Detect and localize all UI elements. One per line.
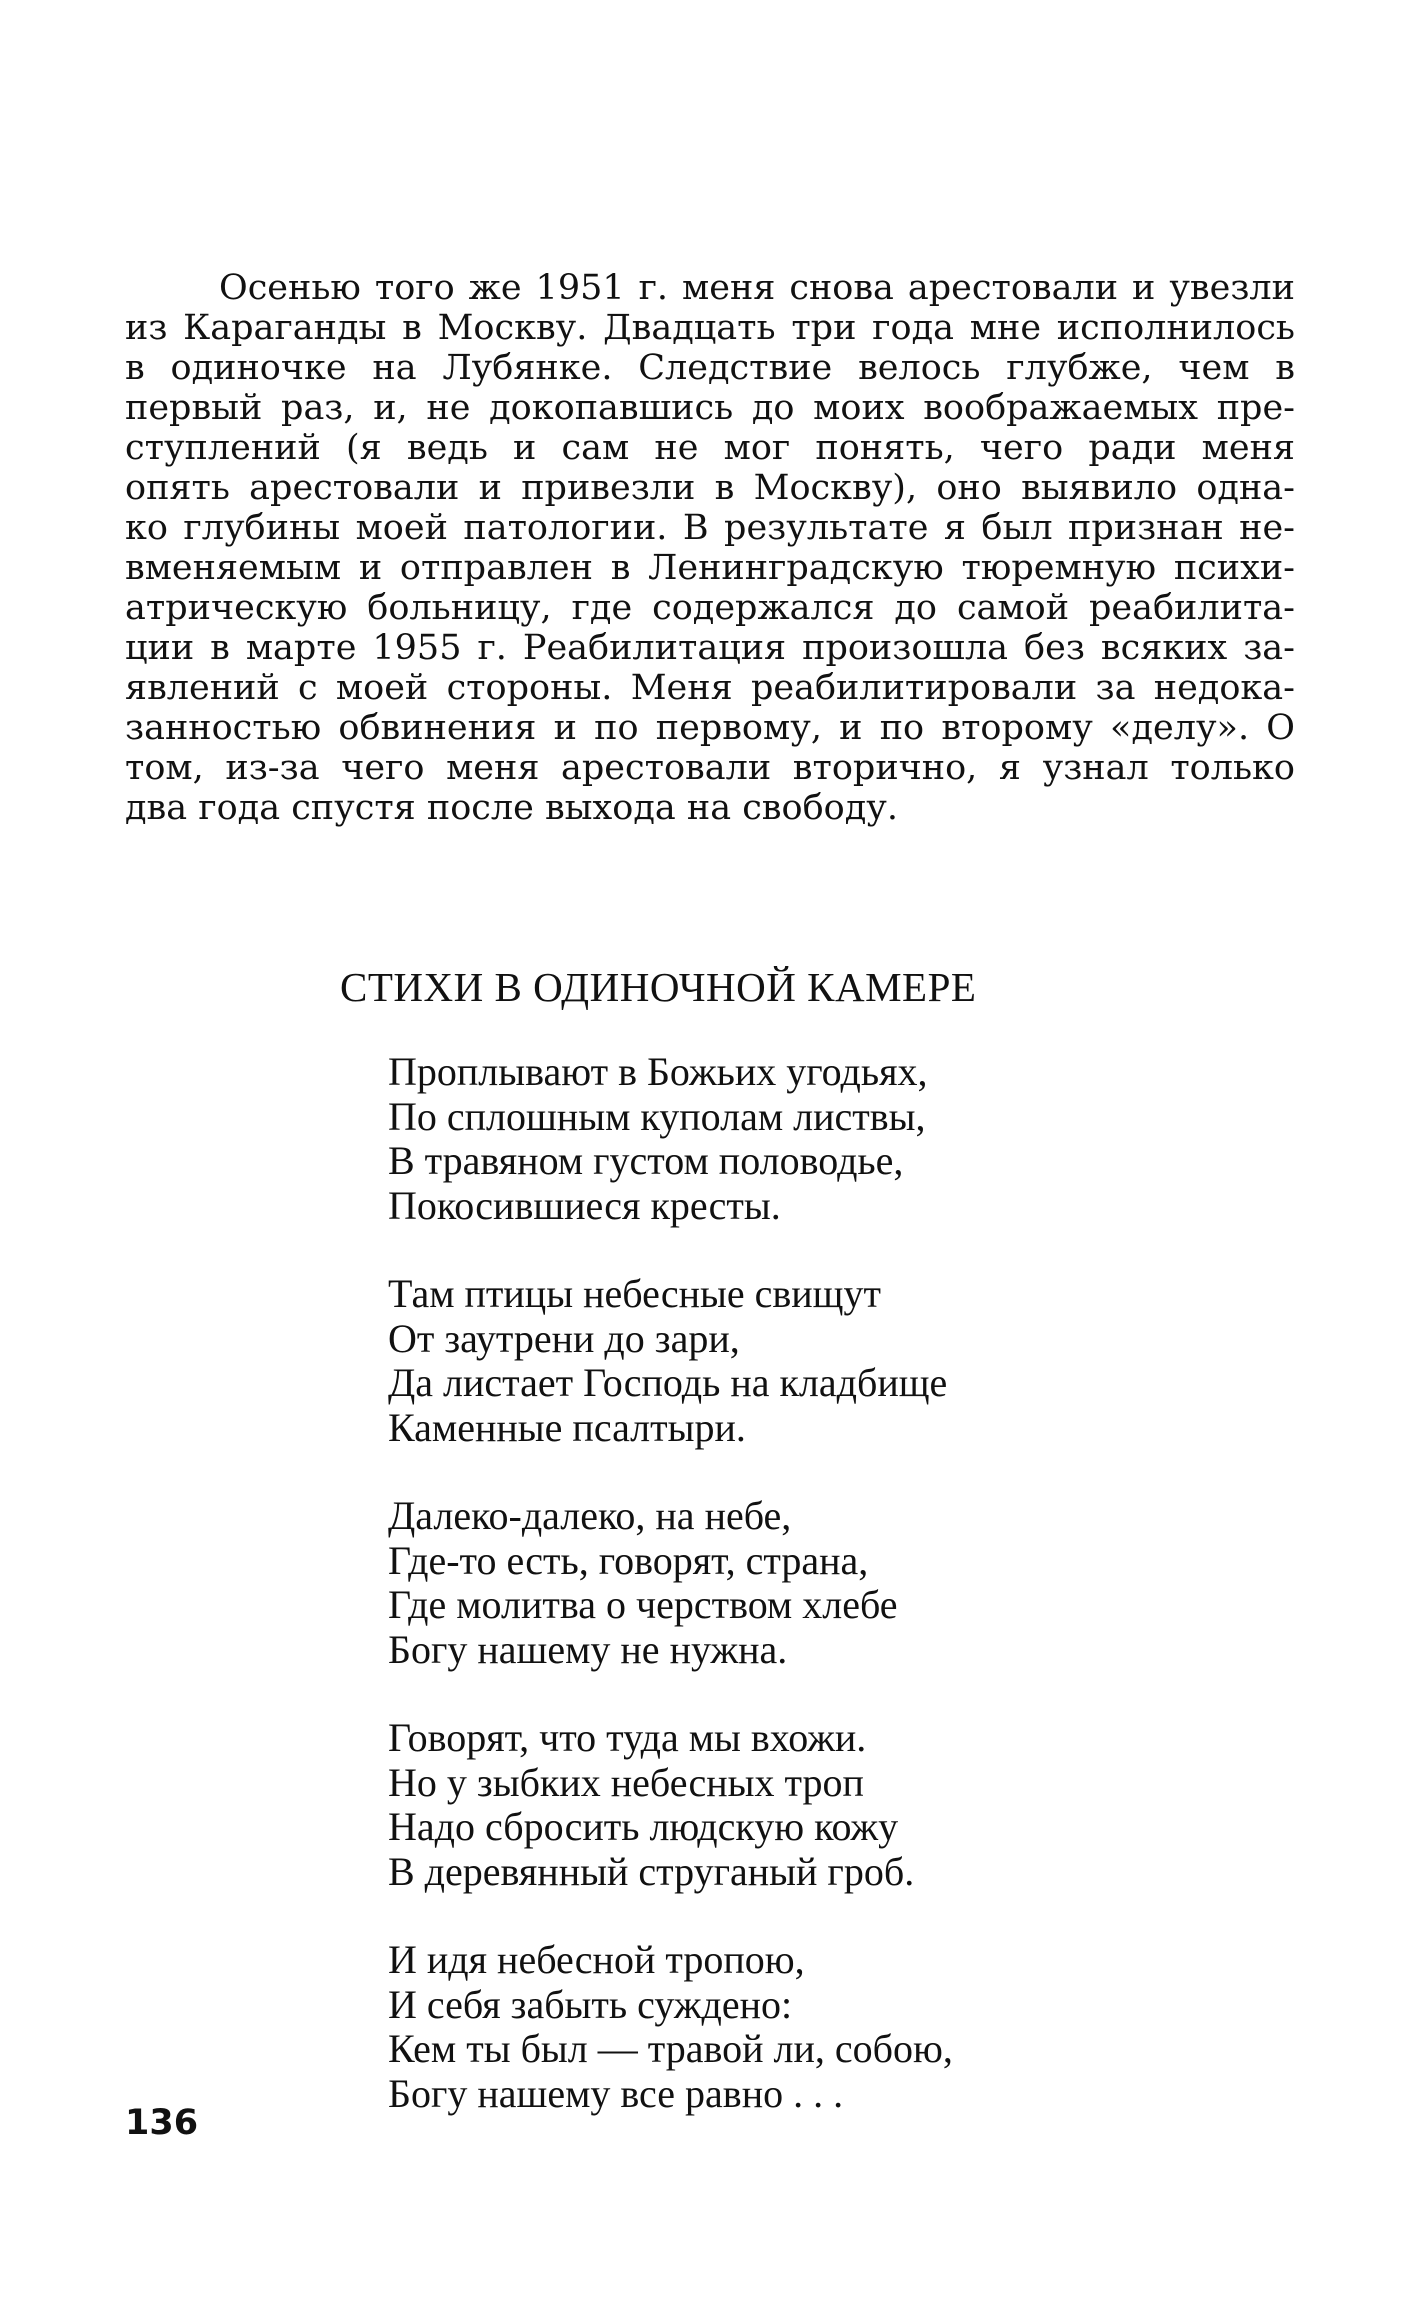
prose-line: явлений с моей стороны. Меня реабилитировали за недока-	[125, 668, 1295, 708]
poem-line: Где молитва о черством хлебе	[388, 1582, 898, 1627]
poem-line: Где-то есть, говорят, страна,	[388, 1537, 869, 1583]
prose-line: два года спустя после выхода на свободу.	[125, 788, 898, 828]
prose-line: первый раз, и, не докопавшись до моих воображаемых пре-	[125, 388, 1295, 428]
prose-line: том, из-за чего меня арестовали вторично, я узнал только	[125, 748, 1295, 788]
poem-line: Проплывают в Божьих угодьях,	[388, 1049, 928, 1094]
poem-title: СТИХИ В ОДИНОЧНОЙ КАМЕРЕ	[340, 964, 977, 1010]
prose-line: в одиночке на Лубянке. Следствие велось глубже, чем в	[125, 348, 1295, 388]
poem-stanza	[388, 1938, 1148, 2116]
poem-line: Далеко-далеко, на небе,	[388, 1493, 792, 1538]
poem-line: Там птицы небесные свищут	[388, 1271, 881, 1316]
prose-line: Осенью того же 1951 г. меня снова арестовали и увезли	[219, 268, 1295, 308]
prose-line: занностью обвинения и по первому, и по второму «делу». О	[125, 708, 1295, 748]
poem-line: Каменные псалтыри.	[388, 1404, 746, 1450]
prose-line: опять арестовали и привезли в Москву), оно выявило одна-	[125, 468, 1295, 508]
poem-stanza	[388, 1494, 1148, 1672]
prose-line: из Караганды в Москву. Двадцать три года мне исполнилось	[125, 308, 1295, 348]
poem-line: Богу нашему все равно . . .	[388, 2070, 844, 2116]
poem-stanza	[388, 1050, 1148, 1228]
poem	[388, 1050, 1148, 2160]
prose-line: ко глубины моей патологии. В результате я был признан не-	[125, 508, 1295, 548]
poem-stanza	[388, 1716, 1148, 1894]
poem-line: Но у зыбких небесных троп	[388, 1759, 864, 1805]
poem-line: Надо сбросить людскую кожу	[388, 1804, 899, 1849]
prose-paragraph	[125, 268, 1295, 828]
prose-line: ступлений (я ведь и сам не мог понять, чего ради меня	[125, 428, 1295, 468]
poem-line: От заутрени до зари,	[388, 1315, 740, 1361]
poem-line: Кем ты был — травой ли, собою,	[388, 2026, 953, 2071]
poem-line: Да листает Господь на кладбище	[388, 1360, 948, 1405]
poem-line: Богу нашему не нужна.	[388, 1626, 788, 1672]
prose-line: ции в марте 1955 г. Реабилитация произошла без всяких за-	[125, 628, 1295, 668]
poem-line: И себя забыть суждено:	[388, 1981, 793, 2027]
prose-line: вменяемым и отправлен в Ленинградскую тюремную психи-	[125, 548, 1295, 588]
poem-line: Покосившиеся кресты.	[388, 1182, 781, 1228]
poem-line: В травяном густом половодье,	[388, 1138, 904, 1183]
poem-line: Говорят, что туда мы вхожи.	[388, 1715, 867, 1760]
poem-line: И идя небесной тропою,	[388, 1937, 805, 1982]
poem-stanza	[388, 1272, 1148, 1450]
prose-line: атрическую больницу, где содержался до самой реабилита-	[125, 588, 1295, 628]
poem-line: По сплошным куполам листвы,	[388, 1093, 926, 1139]
page-number: 136	[125, 2103, 199, 2143]
poem-line: В деревянный струганый гроб.	[388, 1848, 915, 1894]
